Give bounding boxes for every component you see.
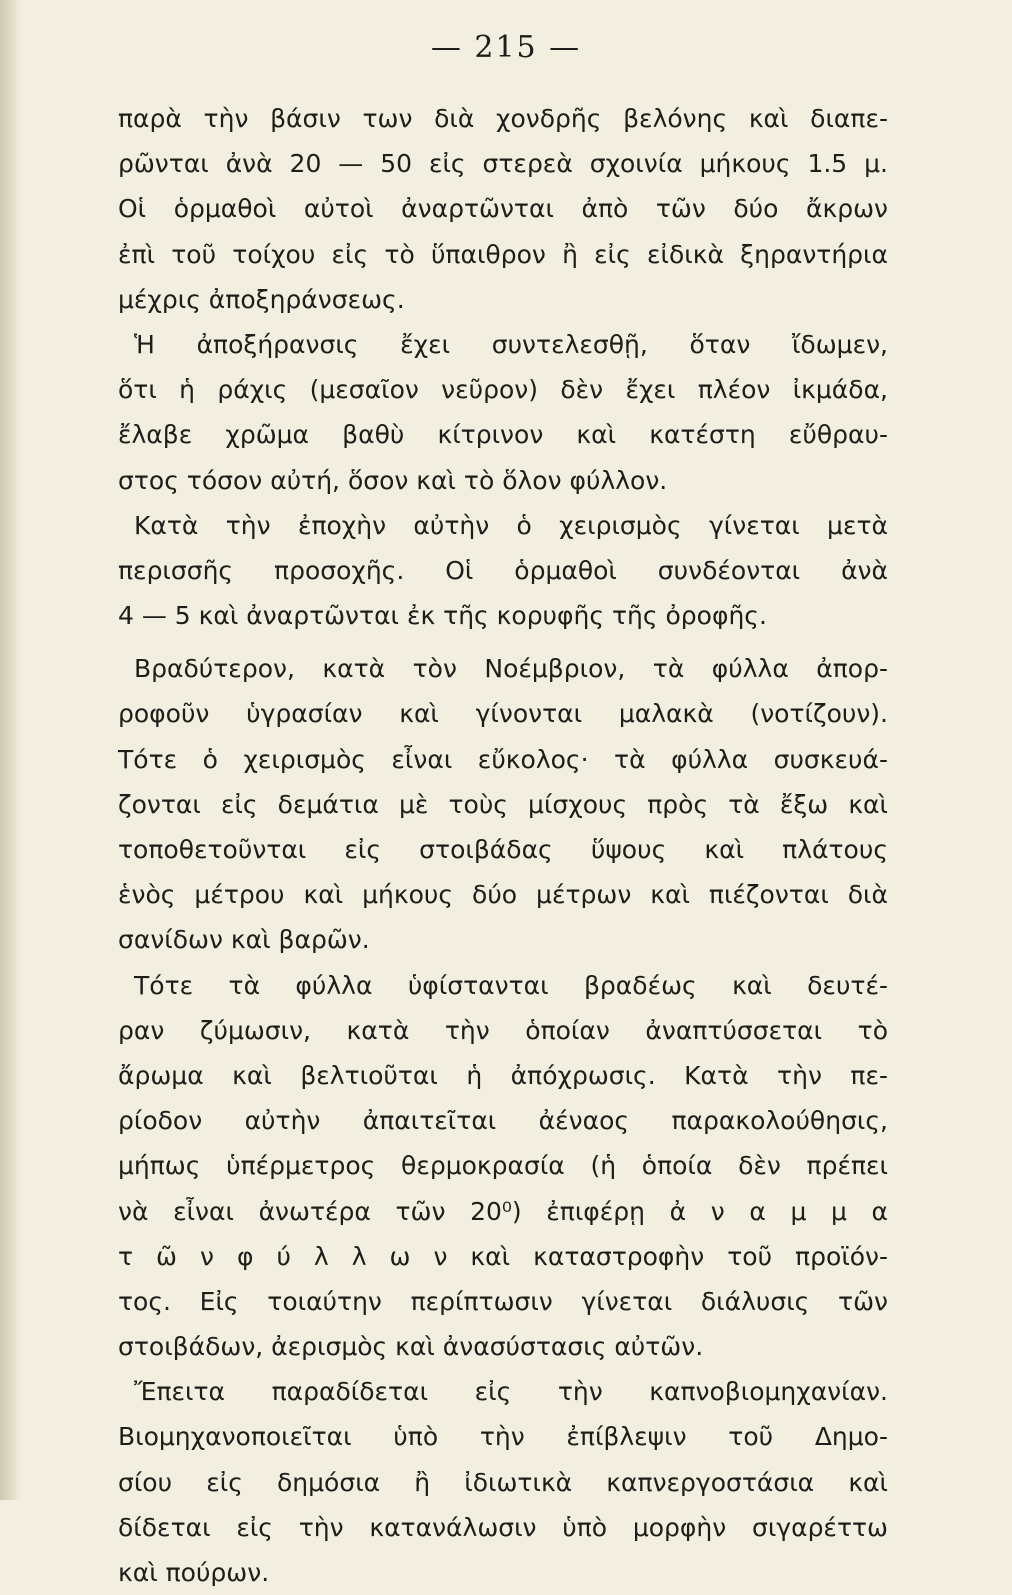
text-line: ζονται εἰς δεμάτια μὲ τοὺς μίσχους πρὸς τὰ ἔξω καὶ bbox=[118, 789, 888, 819]
text-line: μήπως ὑπέρμετρος θερμοκρασία (ἡ ὁποία δὲν πρέπει bbox=[118, 1151, 888, 1181]
text-line: στοιβάδων, ἀερισμὸς καὶ ἀνασύστασις αὐτῶν. bbox=[118, 1332, 704, 1362]
text-line: τοποθετοῦνται εἰς στοιβάδας ὕψους καὶ πλάτους bbox=[118, 835, 888, 864]
text-line: Ἡ ἀποξήρανσις ἔχει συντελεσθῇ, ὅταν ἴδωμεν, bbox=[134, 329, 888, 359]
page-number: — 215 — bbox=[430, 30, 582, 65]
text-line: περισσῆς προσοχῆς. Οἱ ὁρμαθοὶ συνδέονται ἀνὰ bbox=[118, 555, 888, 585]
text-line: ρῶνται ἀνὰ 20 — 50 εἰς στερεὰ σχοινία μήκους 1.5 μ. bbox=[118, 149, 888, 179]
text-line: ραν ζύμωσιν, κατὰ τὴν ὁποίαν ἀναπτύσσεται τὸ bbox=[118, 1015, 888, 1045]
text-line: ἑνὸς μέτρου καὶ μήκους δύο μέτρων καὶ πιέζονται διὰ bbox=[118, 880, 888, 910]
text-line: δίδεται εἰς τὴν κατανάλωσιν ὑπὸ μορφὴν σιγαρέττω bbox=[118, 1512, 888, 1542]
text-line: νὰ εἶναι ἀνωτέρα τῶν 20⁰) ἐπιφέρῃ ἀ ν α μ μ α bbox=[118, 1196, 888, 1226]
text-line: καὶ πούρων. bbox=[118, 1558, 270, 1587]
text-line: σίου εἰς δημόσια ἢ ἰδιωτικὰ καπνεργοστάσια καὶ bbox=[118, 1467, 888, 1497]
text-line: τ ῶ ν φ ύ λ λ ω ν καὶ καταστροφὴν τοῦ προϊόν- bbox=[118, 1241, 888, 1271]
text-line: ρίοδον αὐτὴν ἀπαιτεῖται ἀέναος παρακολούθησις, bbox=[118, 1106, 888, 1136]
text-line: ἐπὶ τοῦ τοίχου εἰς τὸ ὕπαιθρον ἢ εἰς εἰδικὰ ξηραντήρια bbox=[118, 239, 888, 269]
text-line: Οἱ ὁρμαθοὶ αὐτοὶ ἀναρτῶνται ἀπὸ τῶν δύο ἄκρων bbox=[118, 194, 888, 224]
text-line: τος. Εἰς τοιαύτην περίπτωσιν γίνεται διάλυσις τῶν bbox=[118, 1286, 888, 1316]
text-line: ἔλαβε χρῶμα βαθὺ κίτρινον καὶ κατέστη εὔθραυ- bbox=[118, 420, 888, 450]
text-line: 4 — 5 καὶ ἀναρτῶνται ἐκ τῆς κορυφῆς τῆς ὀροφῆς. bbox=[118, 601, 767, 631]
text-line: ὅτι ἡ ράχις (μεσαῖον νεῦρον) δὲν ἔχει πλέον ἰκμάδα, bbox=[118, 375, 888, 405]
text-line: Βιομηχανοποιεῖται ὑπὸ τὴν ἐπίβλεψιν τοῦ Δημο- bbox=[118, 1422, 888, 1452]
body-text bbox=[118, 96, 888, 1595]
text-line: Κατὰ τὴν ἐποχὴν αὐτὴν ὁ χειρισμὸς γίνεται μετὰ bbox=[134, 510, 888, 540]
text-line: στος τόσον αὐτή, ὅσον καὶ τὸ ὅλον φύλλον. bbox=[118, 465, 668, 495]
text-line: ροφοῦν ὑγρασίαν καὶ γίνονται μαλακὰ (νοτίζουν). bbox=[118, 699, 888, 729]
text-line: σανίδων καὶ βαρῶν. bbox=[118, 925, 370, 955]
text-line: παρὰ τὴν βάσιν των διὰ χονδρῆς βελόνης καὶ διαπε- bbox=[118, 104, 888, 133]
text-line: Βραδύτερον, κατὰ τὸν Νοέμβριον, τὰ φύλλα ἀπορ- bbox=[134, 654, 888, 684]
text-line: Ἔπειτα παραδίδεται εἰς τὴν καπνοβιομηχανίαν. bbox=[134, 1377, 888, 1407]
page-edge-shadow bbox=[0, 0, 22, 1500]
text-line: Τότε ὁ χειρισμὸς εἶναι εὔκολος· τὰ φύλλα συσκευά- bbox=[118, 744, 888, 774]
text-line: μέχρις ἀποξηράνσεως. bbox=[118, 284, 405, 314]
text-line: Τότε τὰ φύλλα ὑφίστανται βραδέως καὶ δευτέ- bbox=[134, 970, 888, 1000]
text-line: ἄρωμα καὶ βελτιοῦται ἡ ἀπόχρωσις. Κατὰ τὴν πε- bbox=[118, 1060, 888, 1090]
